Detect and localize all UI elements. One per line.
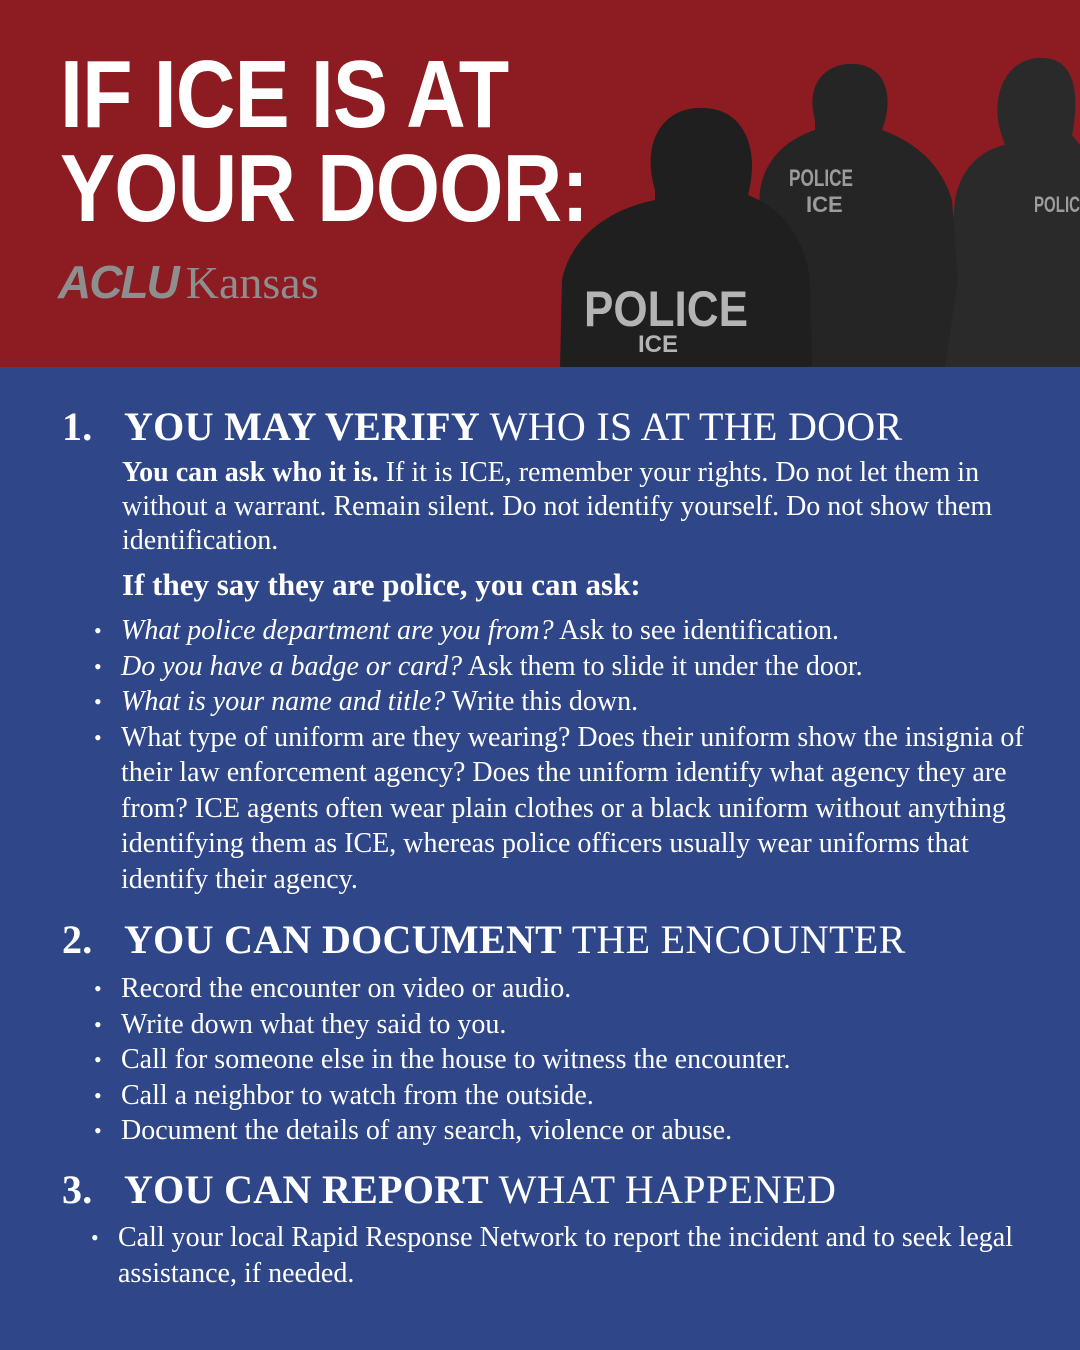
list-item: • Call your local Rapid Response Network to report the incident and to seek legal assistance, if needed.: [118, 1220, 1018, 1291]
title-line-1: IF ICE IS AT: [60, 41, 509, 148]
section-3-bullets: [118, 1220, 1018, 1291]
badge-middle-line-1: POLICE: [789, 165, 853, 192]
section-1-bullets: [121, 613, 1041, 897]
badge-front-line-2: ICE: [638, 331, 679, 358]
bullet-text: Ask to see identification.: [559, 615, 840, 646]
bullet-question: Do you have a badge or card?: [121, 650, 463, 682]
list-item: • Write down what they said to you.: [121, 1007, 1041, 1043]
list-item: [121, 613, 1041, 649]
list-item: • Document the details of any search, violence or abuse.: [121, 1113, 1041, 1149]
bullet-text: Ask them to slide it under the door.: [467, 650, 863, 682]
aclu-kansas-logo: [58, 255, 319, 309]
list-item: • Call a neighbor to watch from the outside.: [121, 1078, 1041, 1114]
bullet-question: What police department are you from?: [121, 615, 554, 646]
list-item: • Record the encounter on video or audio.: [121, 971, 1041, 1007]
section-3-number: 3.: [62, 1167, 93, 1212]
silhouette-officers-icon: [560, 50, 1080, 367]
bullet-text: Write this down.: [451, 686, 639, 717]
badge-front-line-1: POLICE: [584, 281, 748, 337]
section-3-heading-rest: WHAT HAPPENED: [498, 1167, 837, 1212]
section-1-subheading: If they say they are police, you can ask:: [122, 567, 641, 602]
section-2-bullets: [121, 971, 1041, 1149]
list-item: [121, 684, 1041, 720]
list-item: • Call for someone else in the house to witness the encounter.: [121, 1042, 1041, 1078]
section-2-heading-rest: THE ENCOUNTER: [571, 917, 906, 962]
logo-mark: ACLU: [58, 256, 178, 308]
section-2-heading: [62, 916, 906, 963]
badge-middle-line-2: ICE: [806, 192, 843, 217]
section-1-intro-text: If it is ICE, remember your rights. Do not let them in without a warrant. Remain silent. Do not identify yourself. Do not show them identification.: [122, 457, 993, 556]
logo-state: Kansas: [185, 257, 319, 308]
section-2-heading-bold: YOU CAN DOCUMENT: [124, 917, 563, 962]
list-item: [121, 649, 1041, 685]
section-1-heading-bold: YOU MAY VERIFY: [124, 404, 481, 449]
section-1-heading: [62, 403, 902, 450]
list-item: [121, 720, 1041, 898]
bullet-question: What is your name and title?: [121, 686, 446, 717]
section-2-number: 2.: [62, 917, 93, 962]
section-3-heading-bold: YOU CAN REPORT: [124, 1167, 490, 1212]
badge-right: POLIC: [1034, 192, 1080, 217]
title-line-2: YOUR DOOR:: [60, 135, 589, 242]
section-1-intro-bold: You can ask who it is.: [122, 457, 379, 488]
bullet-text: What type of uniform are they wearing? Does their uniform show the insignia of their law enforcement agency? Does the uniform identify what agency they are from? ICE agents often wear plain clothes or a black uniform without anything identifying them as ICE, whereas police officers usually wear uniforms that identify their agency.: [121, 721, 1024, 895]
content: [0, 367, 1080, 1350]
page-title: [60, 41, 589, 242]
section-1-heading-rest: WHO IS AT THE DOOR: [489, 404, 903, 449]
header-banner: [0, 0, 1080, 367]
section-1-number: 1.: [62, 404, 93, 449]
section-1-intro: [122, 456, 1052, 558]
section-3-heading: [62, 1166, 836, 1213]
